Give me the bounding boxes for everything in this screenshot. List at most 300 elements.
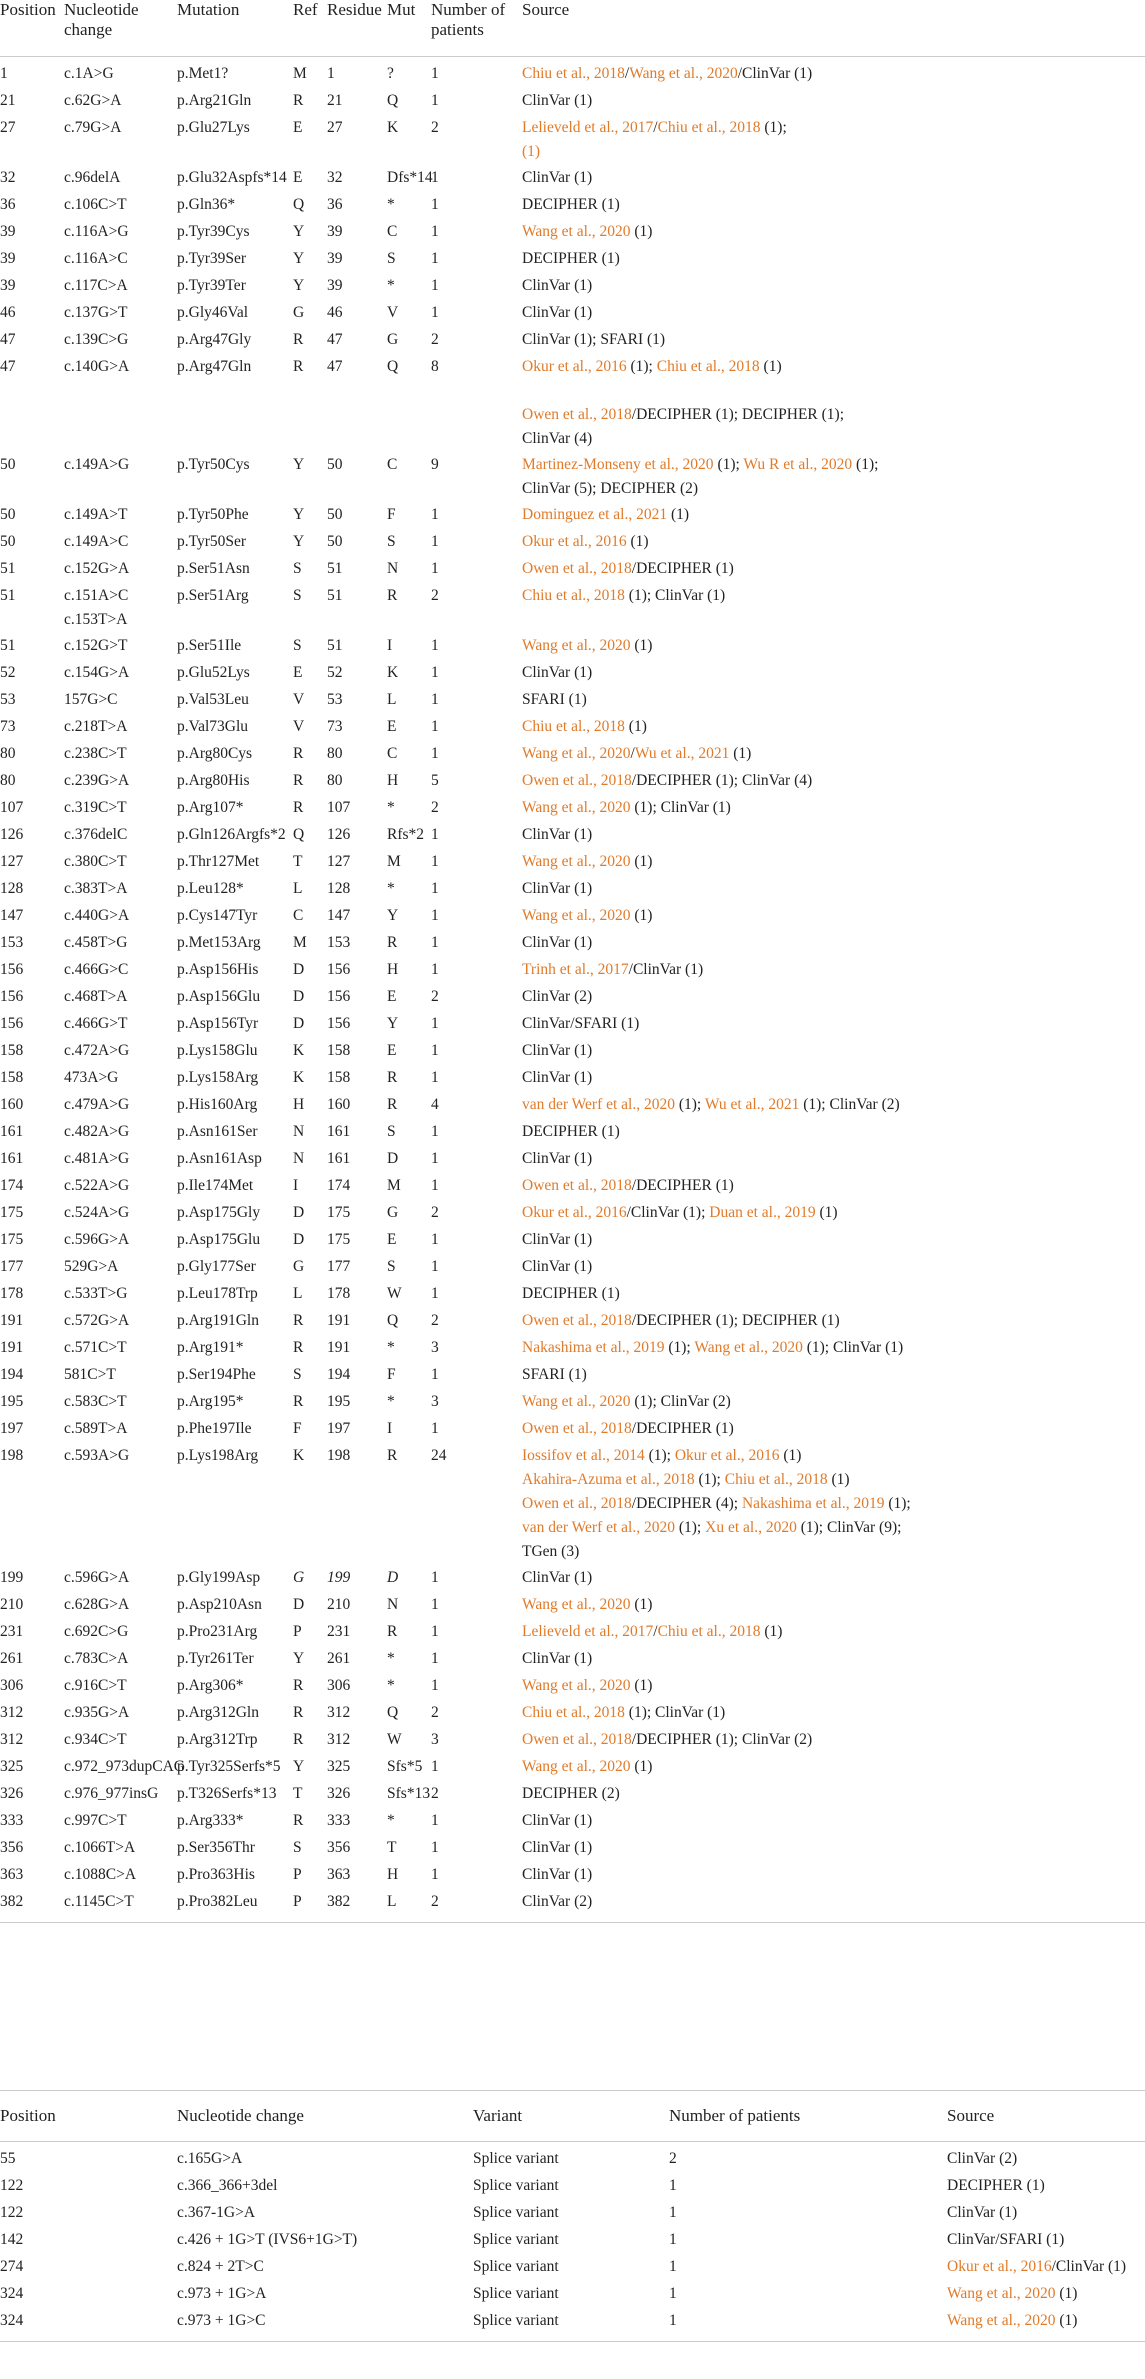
mut-cell: K: [387, 664, 399, 681]
mut-cell: R: [387, 934, 398, 951]
source-cell: [522, 1227, 1145, 1254]
citation-link[interactable]: Owen et al., 2018: [522, 560, 632, 577]
citation-link[interactable]: Wang et al., 2020: [522, 1393, 631, 1410]
table-header-row: [0, 0, 1145, 57]
residue-cell: 36: [327, 196, 343, 213]
citation-link[interactable]: (1): [522, 143, 541, 160]
source-line: [522, 663, 1145, 683]
ref-cell: Y: [293, 223, 305, 240]
patients-cell: 1: [431, 853, 439, 870]
citation-link[interactable]: Chiu et al., 2018: [724, 1471, 828, 1488]
table-row: [0, 957, 1145, 984]
nucleotide-change-cell: c.934C>T: [64, 1731, 127, 1748]
citation-link[interactable]: Wang et al., 2020: [522, 799, 631, 816]
table-row: [0, 660, 1145, 687]
citation-link[interactable]: Wang et al., 2020: [947, 2312, 1056, 2329]
citation-link[interactable]: Wang et al., 2020: [629, 65, 738, 82]
position-cell: 52: [0, 664, 16, 681]
mut-cell: M: [387, 1177, 401, 1194]
patients-cell: 2: [431, 1204, 439, 1221]
table-row: [0, 1065, 1145, 1092]
position-cell: 156: [0, 988, 24, 1005]
source-cell: [947, 2227, 1145, 2254]
table-row: [0, 273, 1145, 300]
position-cell: 50: [0, 506, 16, 523]
mut-cell: Q: [387, 358, 399, 375]
source-cell: [522, 876, 1145, 903]
source-text: /DECIPHER (4);: [631, 1495, 742, 1512]
mut-cell: C: [387, 456, 398, 473]
citation-link[interactable]: Wang et al., 2020: [522, 745, 631, 762]
mutation-cell: p.Arg333*: [177, 1812, 244, 1829]
source-text: ClinVar (1): [522, 1812, 593, 1829]
source-cell: [522, 1673, 1145, 1700]
position-cell: 53: [0, 691, 16, 708]
source-cell: [522, 327, 1145, 354]
nucleotide-change-cell: c.116A>C: [64, 250, 128, 267]
ref-cell: G: [293, 1569, 305, 1586]
position-cell: 73: [0, 718, 16, 735]
nucleotide-change-cell: c.367-1G>A: [177, 2204, 256, 2221]
citation-link[interactable]: Dominguez et al., 2021: [522, 506, 668, 523]
source-text: /ClinVar (1): [1051, 2258, 1127, 2275]
mut-cell: Q: [387, 92, 399, 109]
source-text: (1): [827, 1471, 850, 1488]
ref-cell: P: [293, 1893, 302, 1910]
citation-link[interactable]: Nakashima et al., 2019: [522, 1339, 665, 1356]
citation-link[interactable]: Okur et al., 2016: [522, 358, 627, 375]
position-cell: 39: [0, 250, 16, 267]
position-cell: 147: [0, 907, 24, 924]
citation-link[interactable]: Owen et al., 2018: [522, 1312, 632, 1329]
position-cell: 158: [0, 1042, 24, 1059]
source-cell: [522, 1011, 1145, 1038]
residue-cell: 191: [327, 1312, 351, 1329]
mutation-cell: p.Gly46Val: [177, 304, 249, 321]
position-cell: 80: [0, 745, 16, 762]
position-cell: 161: [0, 1123, 24, 1140]
ref-cell: L: [293, 880, 303, 897]
nucleotide-change-cell: c.468T>A: [64, 988, 128, 1005]
source-line: [522, 1419, 1145, 1439]
source-line: [522, 1568, 1145, 1588]
citation-link[interactable]: Iossifov et al., 2014: [522, 1447, 645, 1464]
source-line: [522, 1470, 1145, 1490]
source-cell: [522, 1065, 1145, 1092]
nucleotide-change-cell: c.692C>G: [64, 1623, 129, 1640]
citation-link[interactable]: Wu R et al., 2020: [743, 456, 853, 473]
ref-cell: Y: [293, 506, 305, 523]
residue-cell: 39: [327, 277, 343, 294]
table-row: [0, 1011, 1145, 1038]
source-cell: [522, 822, 1145, 849]
table-row: [0, 1092, 1145, 1119]
mutation-cell: p.T326Serfs*13: [177, 1785, 277, 1802]
citation-link[interactable]: Chiu et al., 2018: [522, 1704, 625, 1721]
citation-link[interactable]: Chiu et al., 2018: [522, 65, 625, 82]
source-text: DECIPHER (1): [522, 1123, 620, 1140]
source-text: /ClinVar (1);: [626, 1204, 710, 1221]
source-text: ClinVar/SFARI (1): [947, 2231, 1065, 2248]
residue-cell: 199: [327, 1569, 351, 1586]
mut-cell: *: [387, 1677, 395, 1694]
patients-cell: 8: [431, 358, 439, 375]
patients-cell: 2: [431, 331, 439, 348]
citation-link[interactable]: Lelieveld et al., 2017: [522, 119, 654, 136]
source-cell: [947, 2200, 1145, 2227]
ref-cell: Y: [293, 533, 305, 550]
citation-link[interactable]: Nakashima et al., 2019: [741, 1495, 885, 1512]
table-row: [0, 1781, 1145, 1808]
source-text: (1): [667, 506, 690, 523]
patients-cell: 1: [431, 1596, 439, 1613]
mutation-cell: p.Asp156Glu: [177, 988, 261, 1005]
table-row: [0, 1308, 1145, 1335]
source-line: [522, 1784, 1145, 1804]
residue-cell: 382: [327, 1893, 351, 1910]
citation-link[interactable]: Owen et al., 2018: [522, 406, 632, 423]
citation-link[interactable]: Wang et al., 2020: [522, 1677, 631, 1694]
citation-link[interactable]: Owen et al., 2018: [522, 772, 632, 789]
residue-cell: 73: [327, 718, 343, 735]
table-row: [0, 88, 1145, 115]
citation-link[interactable]: Chiu et al., 2018: [657, 119, 761, 136]
patients-cell: 1: [431, 1258, 439, 1275]
source-text: (1): [626, 533, 649, 550]
ref-cell: S: [293, 587, 302, 604]
patients-cell: 1: [431, 1015, 439, 1032]
citation-link[interactable]: Duan et al., 2019: [709, 1204, 816, 1221]
source-cell: [522, 1416, 1145, 1443]
patients-cell: 1: [431, 304, 439, 321]
ref-cell: R: [293, 1393, 304, 1410]
mut-cell: E: [387, 988, 397, 1005]
source-text: (1);: [626, 358, 657, 375]
citation-link[interactable]: Okur et al., 2016: [674, 1447, 780, 1464]
nucleotide-change-cell: c.149A>G: [64, 456, 130, 473]
table-row: [0, 849, 1145, 876]
residue-cell: 333: [327, 1812, 351, 1829]
citation-link[interactable]: Wang et al., 2020: [522, 907, 631, 924]
source-text: ClinVar (1): [522, 1231, 593, 1248]
ref-cell: M: [293, 934, 307, 951]
position-cell: 274: [0, 2258, 24, 2275]
mutation-cell: p.Asp210Asn: [177, 1596, 262, 1613]
source-line: [947, 2203, 1145, 2223]
source-text: (1); ClinVar (2): [630, 1393, 731, 1410]
residue-cell: 47: [327, 358, 343, 375]
patients-cell: 1: [431, 1623, 439, 1640]
nucleotide-change-cell: c.106C>T: [64, 196, 127, 213]
table-row: [0, 1727, 1145, 1754]
source-line: [522, 1392, 1145, 1412]
header-residue: Residue: [327, 0, 387, 57]
residue-cell: 53: [327, 691, 343, 708]
patients-cell: 1: [431, 1839, 439, 1856]
citation-link[interactable]: van der Werf et al., 2020: [522, 1519, 675, 1536]
source-cell: [947, 2308, 1145, 2335]
citation-link[interactable]: Chiu et al., 2018: [657, 1623, 761, 1640]
ref-cell: G: [293, 304, 305, 321]
citation-link[interactable]: Wang et al., 2020: [522, 1596, 631, 1613]
residue-cell: 1: [327, 65, 335, 82]
nucleotide-change-cell: c.96delA: [64, 169, 121, 186]
ref-cell: D: [293, 1596, 305, 1613]
source-text: DECIPHER (1): [522, 196, 620, 213]
mut-cell: R: [387, 587, 398, 604]
citation-link[interactable]: Owen et al., 2018: [522, 1177, 632, 1194]
source-line: [522, 479, 1145, 499]
citation-link[interactable]: Owen et al., 2018: [522, 1731, 632, 1748]
source-cell: [522, 1173, 1145, 1200]
source-text: ClinVar (1): [522, 1839, 593, 1856]
patients-cell: 1: [431, 92, 439, 109]
splice-table-container: [0, 2090, 1145, 2342]
position-cell: 51: [0, 560, 16, 577]
source-line: [522, 1811, 1145, 1831]
ref-cell: C: [293, 907, 304, 924]
mutation-cell: p.Tyr50Cys: [177, 456, 250, 473]
citation-link[interactable]: Wang et al., 2020: [522, 223, 631, 240]
nucleotide-change-cell: c.972_973dupCAG: [64, 1758, 185, 1775]
mutation-cell: p.Arg306*: [177, 1677, 244, 1694]
source-text: ClinVar (1): [522, 1258, 593, 1275]
variant-cell: Splice variant: [473, 2177, 559, 2194]
mutation-cell: p.Arg107*: [177, 799, 244, 816]
table-row: [0, 633, 1145, 660]
mutation-cell: p.Tyr39Ter: [177, 277, 246, 294]
table-row: [0, 1673, 1145, 1700]
source-line: [522, 357, 1145, 377]
source-cell: [522, 452, 1145, 502]
source-text: ClinVar/SFARI (1): [522, 1015, 640, 1032]
citation-link[interactable]: Owen et al., 2018: [522, 1495, 632, 1512]
end-row: [0, 1916, 1145, 1923]
ref-cell: V: [293, 718, 305, 735]
position-cell: 363: [0, 1866, 24, 1883]
nucleotide-change-cell: c.466G>T: [64, 1015, 128, 1032]
mut-cell: *: [387, 1339, 395, 1356]
mutation-cell: p.Arg47Gly: [177, 331, 252, 348]
citation-link[interactable]: Xu et al., 2020: [705, 1519, 797, 1536]
source-line: [522, 1542, 1145, 1562]
position-cell: 333: [0, 1812, 24, 1829]
citation-link[interactable]: Owen et al., 2018: [522, 1420, 632, 1437]
ref-cell: R: [293, 745, 304, 762]
patients-cell: 1: [431, 1042, 439, 1059]
residue-cell: 197: [327, 1420, 351, 1437]
patients-cell: 1: [431, 1123, 439, 1140]
citation-link[interactable]: Wang et al., 2020: [522, 637, 631, 654]
citation-link[interactable]: Okur et al., 2016: [522, 1204, 627, 1221]
citation-link[interactable]: Trinh et al., 2017: [522, 961, 629, 978]
patients-cell: 2: [431, 1893, 439, 1910]
mut-cell: L: [387, 1893, 397, 1910]
nucleotide-change-cell: c.140G>A: [64, 358, 130, 375]
header-nucleotide-change: Nucleotide change: [177, 2091, 473, 2142]
citation-link[interactable]: Wang et al., 2020: [694, 1339, 803, 1356]
ref-cell: Q: [293, 826, 305, 843]
table-row: [0, 452, 1145, 502]
mutation-cell: p.Arg80Cys: [177, 745, 253, 762]
nucleotide-change-cell: c.1088C>A: [64, 1866, 137, 1883]
nucleotide-change-cell: c.218T>A: [64, 718, 128, 735]
patients-cell: 1: [431, 1677, 439, 1694]
nucleotide-change-cell: c.238C>T: [64, 745, 127, 762]
table-row: [0, 2281, 1145, 2308]
ref-cell: Q: [293, 196, 305, 213]
source-cell: [522, 1646, 1145, 1673]
citation-link[interactable]: Okur et al., 2016: [522, 533, 627, 550]
citation-link[interactable]: Wang et al., 2020: [947, 2285, 1056, 2302]
mutation-cell: p.Lys158Glu: [177, 1042, 258, 1059]
citation-link[interactable]: Chiu et al., 2018: [522, 587, 625, 604]
header-position: Position: [0, 0, 64, 57]
patients-cell: 1: [669, 2258, 677, 2275]
residue-cell: 126: [327, 826, 351, 843]
position-cell: 107: [0, 799, 24, 816]
table-row: [0, 795, 1145, 822]
mut-cell: R: [387, 1447, 398, 1464]
mut-cell: F: [387, 506, 396, 523]
nucleotide-change-cell: c.524A>G: [64, 1204, 130, 1221]
table-row: [0, 219, 1145, 246]
source-text: ClinVar (1): [522, 304, 593, 321]
source-cell: [947, 2254, 1145, 2281]
source-line: [522, 960, 1145, 980]
patients-cell: 1: [431, 1420, 439, 1437]
mut-cell: D: [387, 1569, 399, 1586]
mutation-cell: p.Tyr50Ser: [177, 533, 247, 550]
citation-link[interactable]: Lelieveld et al., 2017: [522, 1623, 654, 1640]
citation-link[interactable]: van der Werf et al., 2020: [522, 1096, 675, 1113]
citation-link[interactable]: Wang et al., 2020: [522, 1758, 631, 1775]
source-line: [522, 1622, 1145, 1642]
patients-cell: 1: [431, 1866, 439, 1883]
mutation-cell: p.Glu52Lys: [177, 664, 250, 681]
citation-link[interactable]: Okur et al., 2016: [947, 2258, 1052, 2275]
ref-cell: M: [293, 65, 307, 82]
position-cell: 175: [0, 1204, 24, 1221]
residue-cell: 39: [327, 223, 343, 240]
ref-cell: S: [293, 1839, 302, 1856]
table-row: [0, 2227, 1145, 2254]
source-line: [522, 1284, 1145, 1304]
source-cell: [522, 1092, 1145, 1119]
residue-cell: 52: [327, 664, 343, 681]
source-line: [522, 1230, 1145, 1250]
source-text: (1): [624, 718, 647, 735]
ref-cell: F: [293, 1420, 302, 1437]
source-cell: [522, 1808, 1145, 1835]
source-cell: [522, 583, 1145, 633]
ref-cell: L: [293, 1285, 303, 1302]
citation-link[interactable]: Akahira-Azuma et al., 2018: [522, 1471, 695, 1488]
mutation-cell: p.Tyr325Serfs*5: [177, 1758, 281, 1775]
citation-link[interactable]: Wang et al., 2020: [522, 853, 631, 870]
nucleotide-change-cell: c.783C>A: [64, 1650, 129, 1667]
nucleotide-change-cell: c.154G>A: [64, 664, 130, 681]
position-cell: 51: [0, 637, 16, 654]
source-cell: [522, 1565, 1145, 1592]
mutation-cell: p.Asp156His: [177, 961, 259, 978]
source-cell: [522, 1119, 1145, 1146]
citation-link[interactable]: Martinez-Monseny et al., 2020: [522, 456, 714, 473]
table-row: [0, 246, 1145, 273]
source-cell: [522, 273, 1145, 300]
header-nucleotide-change: Nucleotide change: [64, 0, 177, 57]
source-cell: [522, 1200, 1145, 1227]
ref-cell: D: [293, 1015, 305, 1032]
nucleotide-change-cell: c.117C>A: [64, 277, 128, 294]
header-ref: Ref: [293, 0, 327, 57]
mutation-cell: p.Pro363His: [177, 1866, 255, 1883]
nucleotide-change-line: c.151A>C: [64, 587, 129, 604]
nucleotide-change-cell: c.824 + 2T>C: [177, 2258, 264, 2275]
position-cell: 122: [0, 2204, 24, 2221]
mut-cell: R: [387, 1069, 398, 1086]
patients-cell: 4: [431, 1096, 439, 1113]
residue-cell: 195: [327, 1393, 351, 1410]
source-line: [947, 2176, 1145, 2196]
position-cell: 128: [0, 880, 24, 897]
source-line: [522, 249, 1145, 269]
ref-cell: R: [293, 1677, 304, 1694]
position-cell: 47: [0, 358, 16, 375]
variant-cell: Splice variant: [473, 2204, 559, 2221]
source-line: [947, 2257, 1145, 2277]
ref-cell: D: [293, 988, 305, 1005]
mutation-cell: p.Tyr39Cys: [177, 223, 250, 240]
position-cell: 36: [0, 196, 16, 213]
mutation-cell: p.Arg312Trp: [177, 1731, 258, 1748]
source-text: /ClinVar (1): [628, 961, 704, 978]
mut-cell: *: [387, 799, 395, 816]
source-line: [522, 222, 1145, 242]
source-text: (1): [729, 745, 752, 762]
ref-cell: S: [293, 637, 302, 654]
nucleotide-change-cell: c.935G>A: [64, 1704, 130, 1721]
patients-cell: 1: [431, 961, 439, 978]
table-row: [0, 1835, 1145, 1862]
nucleotide-change-cell: 157G>C: [64, 691, 118, 708]
table-row: [0, 2173, 1145, 2200]
citation-link[interactable]: Chiu et al., 2018: [656, 358, 760, 375]
position-cell: 80: [0, 772, 16, 789]
source-cell: [522, 714, 1145, 741]
citation-link[interactable]: Chiu et al., 2018: [522, 718, 625, 735]
source-text: ClinVar (1): [522, 1866, 593, 1883]
patients-cell: 1: [669, 2231, 677, 2248]
source-text: ClinVar (2): [947, 2150, 1018, 2167]
source-text: (1): [630, 223, 653, 240]
variant-cell: Splice variant: [473, 2285, 559, 2302]
patients-cell: 1: [431, 664, 439, 681]
nucleotide-change-cell: c.239G>A: [64, 772, 130, 789]
residue-cell: 175: [327, 1204, 351, 1221]
citation-link[interactable]: Wu et al., 2021: [634, 745, 730, 762]
citation-link[interactable]: Wu et al., 2021: [704, 1096, 800, 1113]
ref-cell: P: [293, 1866, 302, 1883]
source-cell: [522, 165, 1145, 192]
position-cell: 161: [0, 1150, 24, 1167]
mut-cell: S: [387, 1258, 396, 1275]
table-row: [0, 300, 1145, 327]
residue-cell: 50: [327, 506, 343, 523]
nucleotide-change-cell: c.572G>A: [64, 1312, 130, 1329]
source-cell: [522, 741, 1145, 768]
table-row: [0, 61, 1145, 88]
